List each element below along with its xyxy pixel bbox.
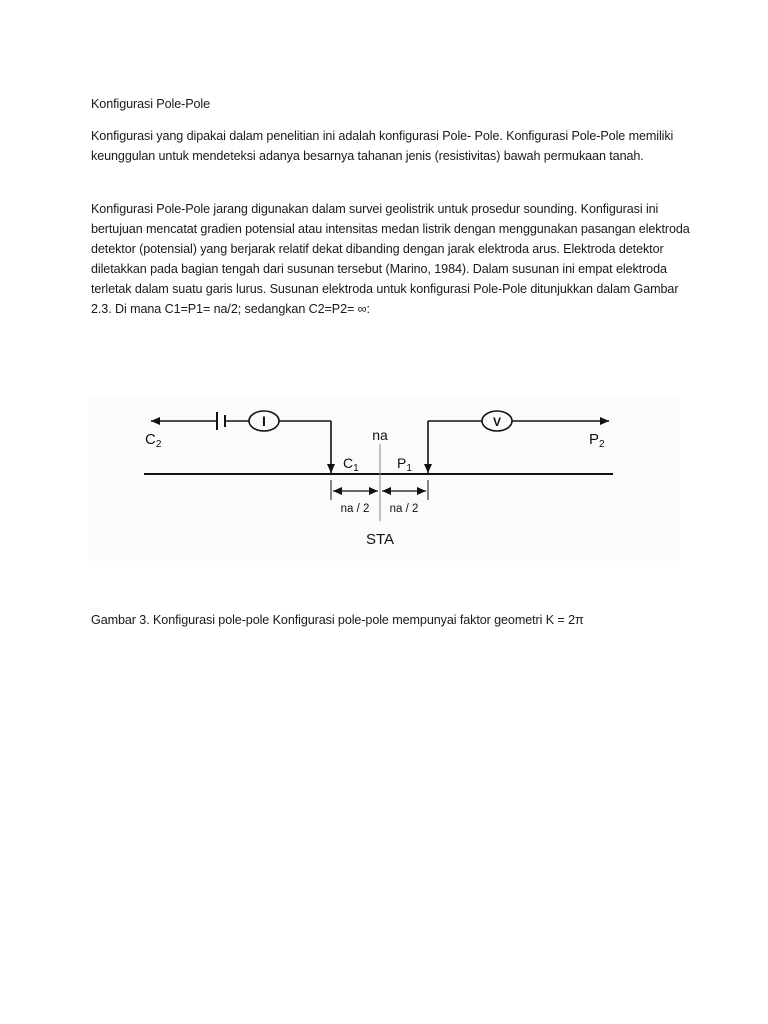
label-c2: $C_2$ [145, 431, 162, 450]
ammeter-icon [249, 411, 279, 431]
label-na: na [372, 427, 388, 443]
label-p2: $P_2$ [589, 431, 605, 450]
voltmeter-icon [482, 411, 512, 431]
svg-text:V: V [492, 415, 502, 429]
battery-icon [217, 412, 225, 430]
label-na-half-right: na / 2 [389, 503, 419, 515]
figure-caption: Gambar 3. Konfigurasi pole-pole Konfigurasi pole-pole mempunyai faktor geometri K = 2π [91, 613, 584, 627]
label-c1: $C_1$ [343, 455, 359, 474]
paragraph-2: Konfigurasi Pole-Pole jarang digunakan dalam survei geolistrik untuk prosedur sounding. Konfigurasi ini bertujuan mencatat gradien potensial atau intensitas medan listrik dengan menggunakan pasangan elektroda detektor (potensial) yang berjarak relatif dekat dibanding dengan jarak elektroda arus. Elektroda detektor diletakkan pada bagian tengah dari susunan tersebut (Marino, 1984). Dalam susunan ini empat elektroda terletak dalam suatu garis lurus. Susunan elektroda untuk konfigurasi Pole-Pole ditunjukkan dalam Gambar 2.3. Di mana C1=P1= na/2; sedangkan C2=P2= ∞: [91, 202, 690, 316]
document-heading: Konfigurasi Pole-Pole [91, 97, 211, 111]
label-na-half-left: na / 2 [340, 503, 370, 515]
svg-text:I: I [262, 413, 266, 429]
pole-pole-diagram [89, 396, 679, 561]
paragraph-1: Konfigurasi yang dipakai dalam penelitian ini adalah konfigurasi Pole- Pole. Konfigurasi Pole-Pole memiliki keunggulan untuk mendeteksi adanya besarnya tahanan jenis (resistivitas) bawah permukaan tanah. [91, 129, 674, 163]
label-p1: $P_1$ [397, 455, 412, 474]
label-sta: STA [365, 531, 395, 548]
